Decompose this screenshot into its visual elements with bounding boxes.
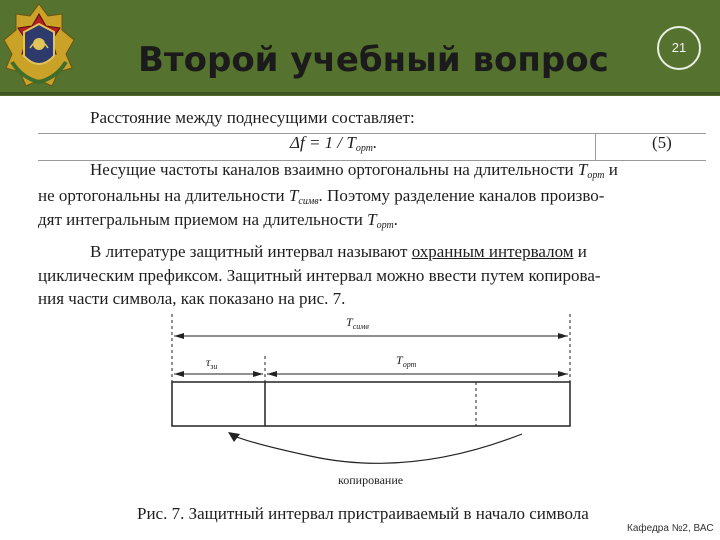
paragraph-1-line-1: [90, 160, 618, 181]
line-spacing-intro: Расстояние между поднесущими составляет:: [90, 108, 415, 127]
label-copying: копирование: [338, 473, 404, 487]
paragraph-2-line-1: [90, 242, 587, 262]
text: и: [604, 160, 618, 179]
text: .: [393, 210, 398, 229]
formula-lhs: Δf = 1 / T: [290, 133, 356, 152]
subscript: орт: [376, 220, 394, 231]
formula-sub: орт: [355, 143, 373, 154]
symbol: T: [288, 186, 299, 205]
symbol-block: [172, 382, 570, 426]
formula-number: (5): [652, 133, 672, 152]
underlined-term: охранным интервалом: [411, 242, 574, 261]
formula-separator: [595, 134, 596, 160]
arrowhead-right: [558, 333, 568, 339]
formula-tail: .: [372, 133, 378, 152]
arrowhead-left: [174, 333, 184, 339]
figure-caption: Рис. 7. Защитный интервал пристраиваемый в начало символа: [137, 504, 589, 523]
document-body: [0, 96, 720, 540]
paragraph-1-line-2: [38, 186, 604, 207]
subscript: орт: [587, 170, 605, 181]
footer-department: Кафедра №2, ВАС: [627, 523, 714, 534]
paragraph-2-line-2: циклическим префиксом. Защитный интервал можно ввести путем копирова-: [38, 266, 601, 285]
label-orthogonal-duration: $T_{орт}$: [396, 353, 417, 369]
symbol: T: [577, 160, 588, 179]
paragraph-1-line-3: [38, 210, 398, 231]
subscript: симв: [298, 196, 319, 207]
page-number-badge: [657, 26, 701, 70]
header-bar: [0, 0, 720, 95]
copy-arrow: [230, 434, 522, 463]
formula: [290, 133, 377, 154]
text: . Поэтому разделение каналов произво-: [318, 186, 605, 205]
text: дят интегральным приемом на длительности: [38, 210, 368, 229]
arrowhead-right: [253, 371, 263, 377]
slide-title: Второй учебный вопрос: [138, 40, 609, 80]
text: В литературе защитный интервал называют: [90, 242, 412, 261]
arrowhead-left: [174, 371, 184, 377]
paragraph-2-line-3: ния части символа, как показано на рис. 7.: [38, 289, 346, 308]
text: не ортогональны на длительности: [38, 186, 289, 205]
arrowhead-left: [267, 371, 277, 377]
arrowhead-right: [558, 371, 568, 377]
text: и: [573, 242, 587, 261]
page-number: 21: [671, 40, 687, 55]
text: Несущие частоты каналов взаимно ортогональны на длительности: [90, 160, 578, 179]
guard-interval-figure: [160, 306, 590, 496]
symbol: T: [367, 210, 377, 229]
army-emblem-icon: [2, 2, 76, 90]
label-symbol-duration: $T_{симв}$: [346, 315, 369, 331]
slide-header: [0, 0, 720, 96]
label-guard-interval: $\tau_{зи}$: [206, 355, 218, 371]
